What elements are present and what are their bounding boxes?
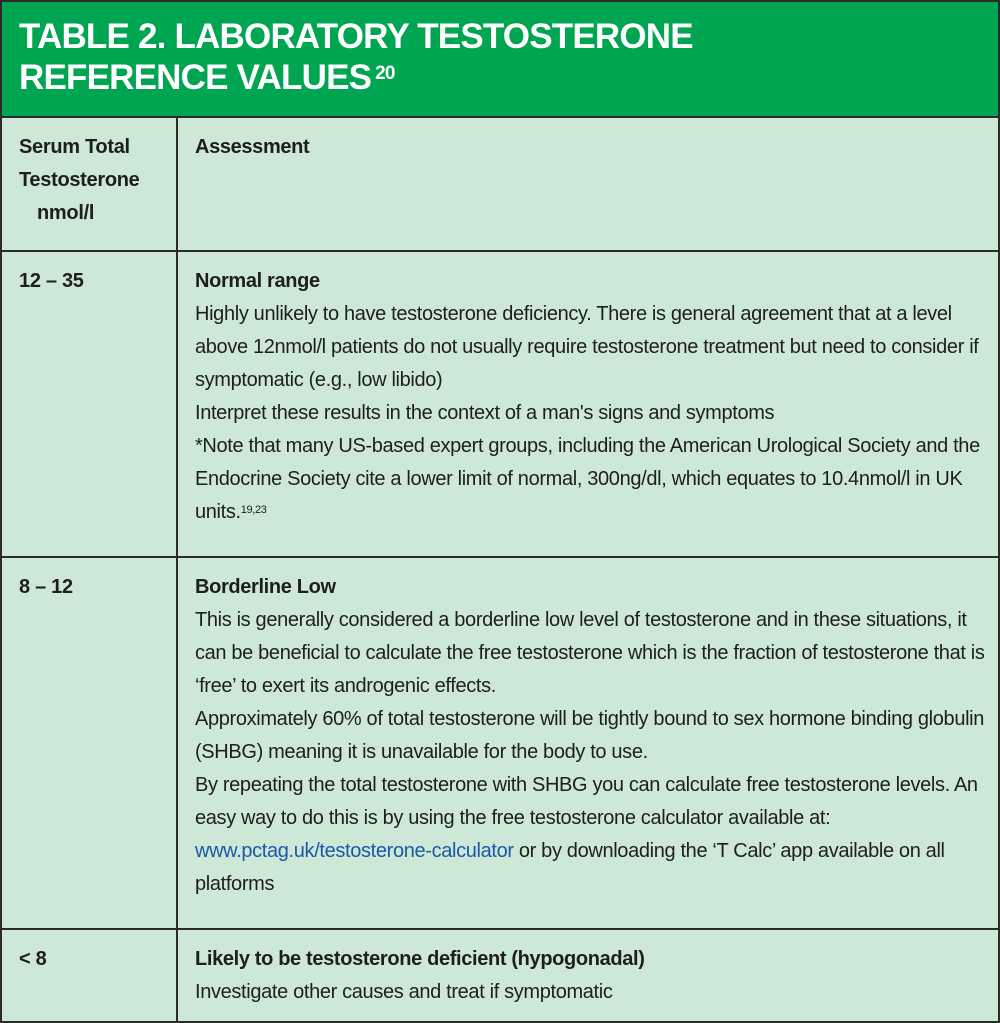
header-assessment-label: Assessment bbox=[195, 136, 310, 158]
assessment-cell bbox=[178, 558, 998, 928]
column-header-assessment bbox=[178, 118, 998, 250]
title-line-2: REFERENCE VALUES bbox=[19, 58, 372, 97]
assessment-text bbox=[195, 769, 988, 901]
assessment-note bbox=[195, 430, 988, 529]
header-line: nmol/l bbox=[37, 202, 95, 224]
title-reference: 20 bbox=[375, 63, 395, 84]
range-cell: < 8 bbox=[2, 930, 178, 1023]
range-cell: 12 – 35 bbox=[2, 252, 178, 556]
table-row bbox=[2, 930, 998, 1023]
title-line-1: TABLE 2. LABORATORY TESTOSTERONE bbox=[19, 17, 693, 56]
assessment-cell bbox=[178, 252, 998, 556]
table-header-row bbox=[2, 118, 998, 252]
assessment-heading: Normal range bbox=[195, 270, 320, 292]
assessment-text: Highly unlikely to have testosterone deficiency. There is general agreement that at a level above 12nmol/l patients do not usually require testosterone treatment but need to consider if symptomatic (e.g., low libido) bbox=[195, 303, 979, 391]
table-title bbox=[19, 16, 693, 98]
column-header-range bbox=[2, 118, 178, 250]
header-line: Testosterone bbox=[19, 169, 140, 191]
assessment-heading: Likely to be testosterone deficient (hypogonadal) bbox=[195, 948, 645, 970]
header-line: Serum Total bbox=[19, 136, 130, 158]
note-references: 19,23 bbox=[240, 504, 267, 516]
table-title-bar bbox=[2, 2, 998, 118]
assessment-text: Approximately 60% of total testosterone will be tightly bound to sex hormone binding globulin (SHBG) meaning it is unavailable for the body to use. bbox=[195, 708, 985, 763]
assessment-text: Interpret these results in the context of a man's signs and symptoms bbox=[195, 402, 775, 424]
text-segment: By repeating the total testosterone with SHBG you can calculate free testosterone levels. An easy way to do this is by using the free testosterone calculator available at: bbox=[195, 774, 978, 829]
assessment-text: This is generally considered a borderline low level of testosterone and in these situations, it can be beneficial to calculate the free testosterone which is the fraction of testosterone that is ‘free’ to exert its androgenic effects. bbox=[195, 609, 985, 697]
assessment-heading: Borderline Low bbox=[195, 576, 336, 598]
assessment-cell bbox=[178, 930, 998, 1023]
table-row bbox=[2, 558, 998, 930]
assessment-text: Investigate other causes and treat if symptomatic bbox=[195, 981, 613, 1003]
calculator-link[interactable]: www.pctag.uk/testosterone-calculator bbox=[195, 840, 514, 862]
table-row bbox=[2, 252, 998, 558]
range-cell: 8 – 12 bbox=[2, 558, 178, 928]
note-text: *Note that many US-based expert groups, including the American Urological Society and the Endocrine Society cite a lower limit of normal, 300ng/dl, which equates to 10.4nmol/l in UK units. bbox=[195, 435, 980, 523]
text-segment: or by downloading the ‘T Calc’ app available on all platforms bbox=[195, 840, 945, 895]
